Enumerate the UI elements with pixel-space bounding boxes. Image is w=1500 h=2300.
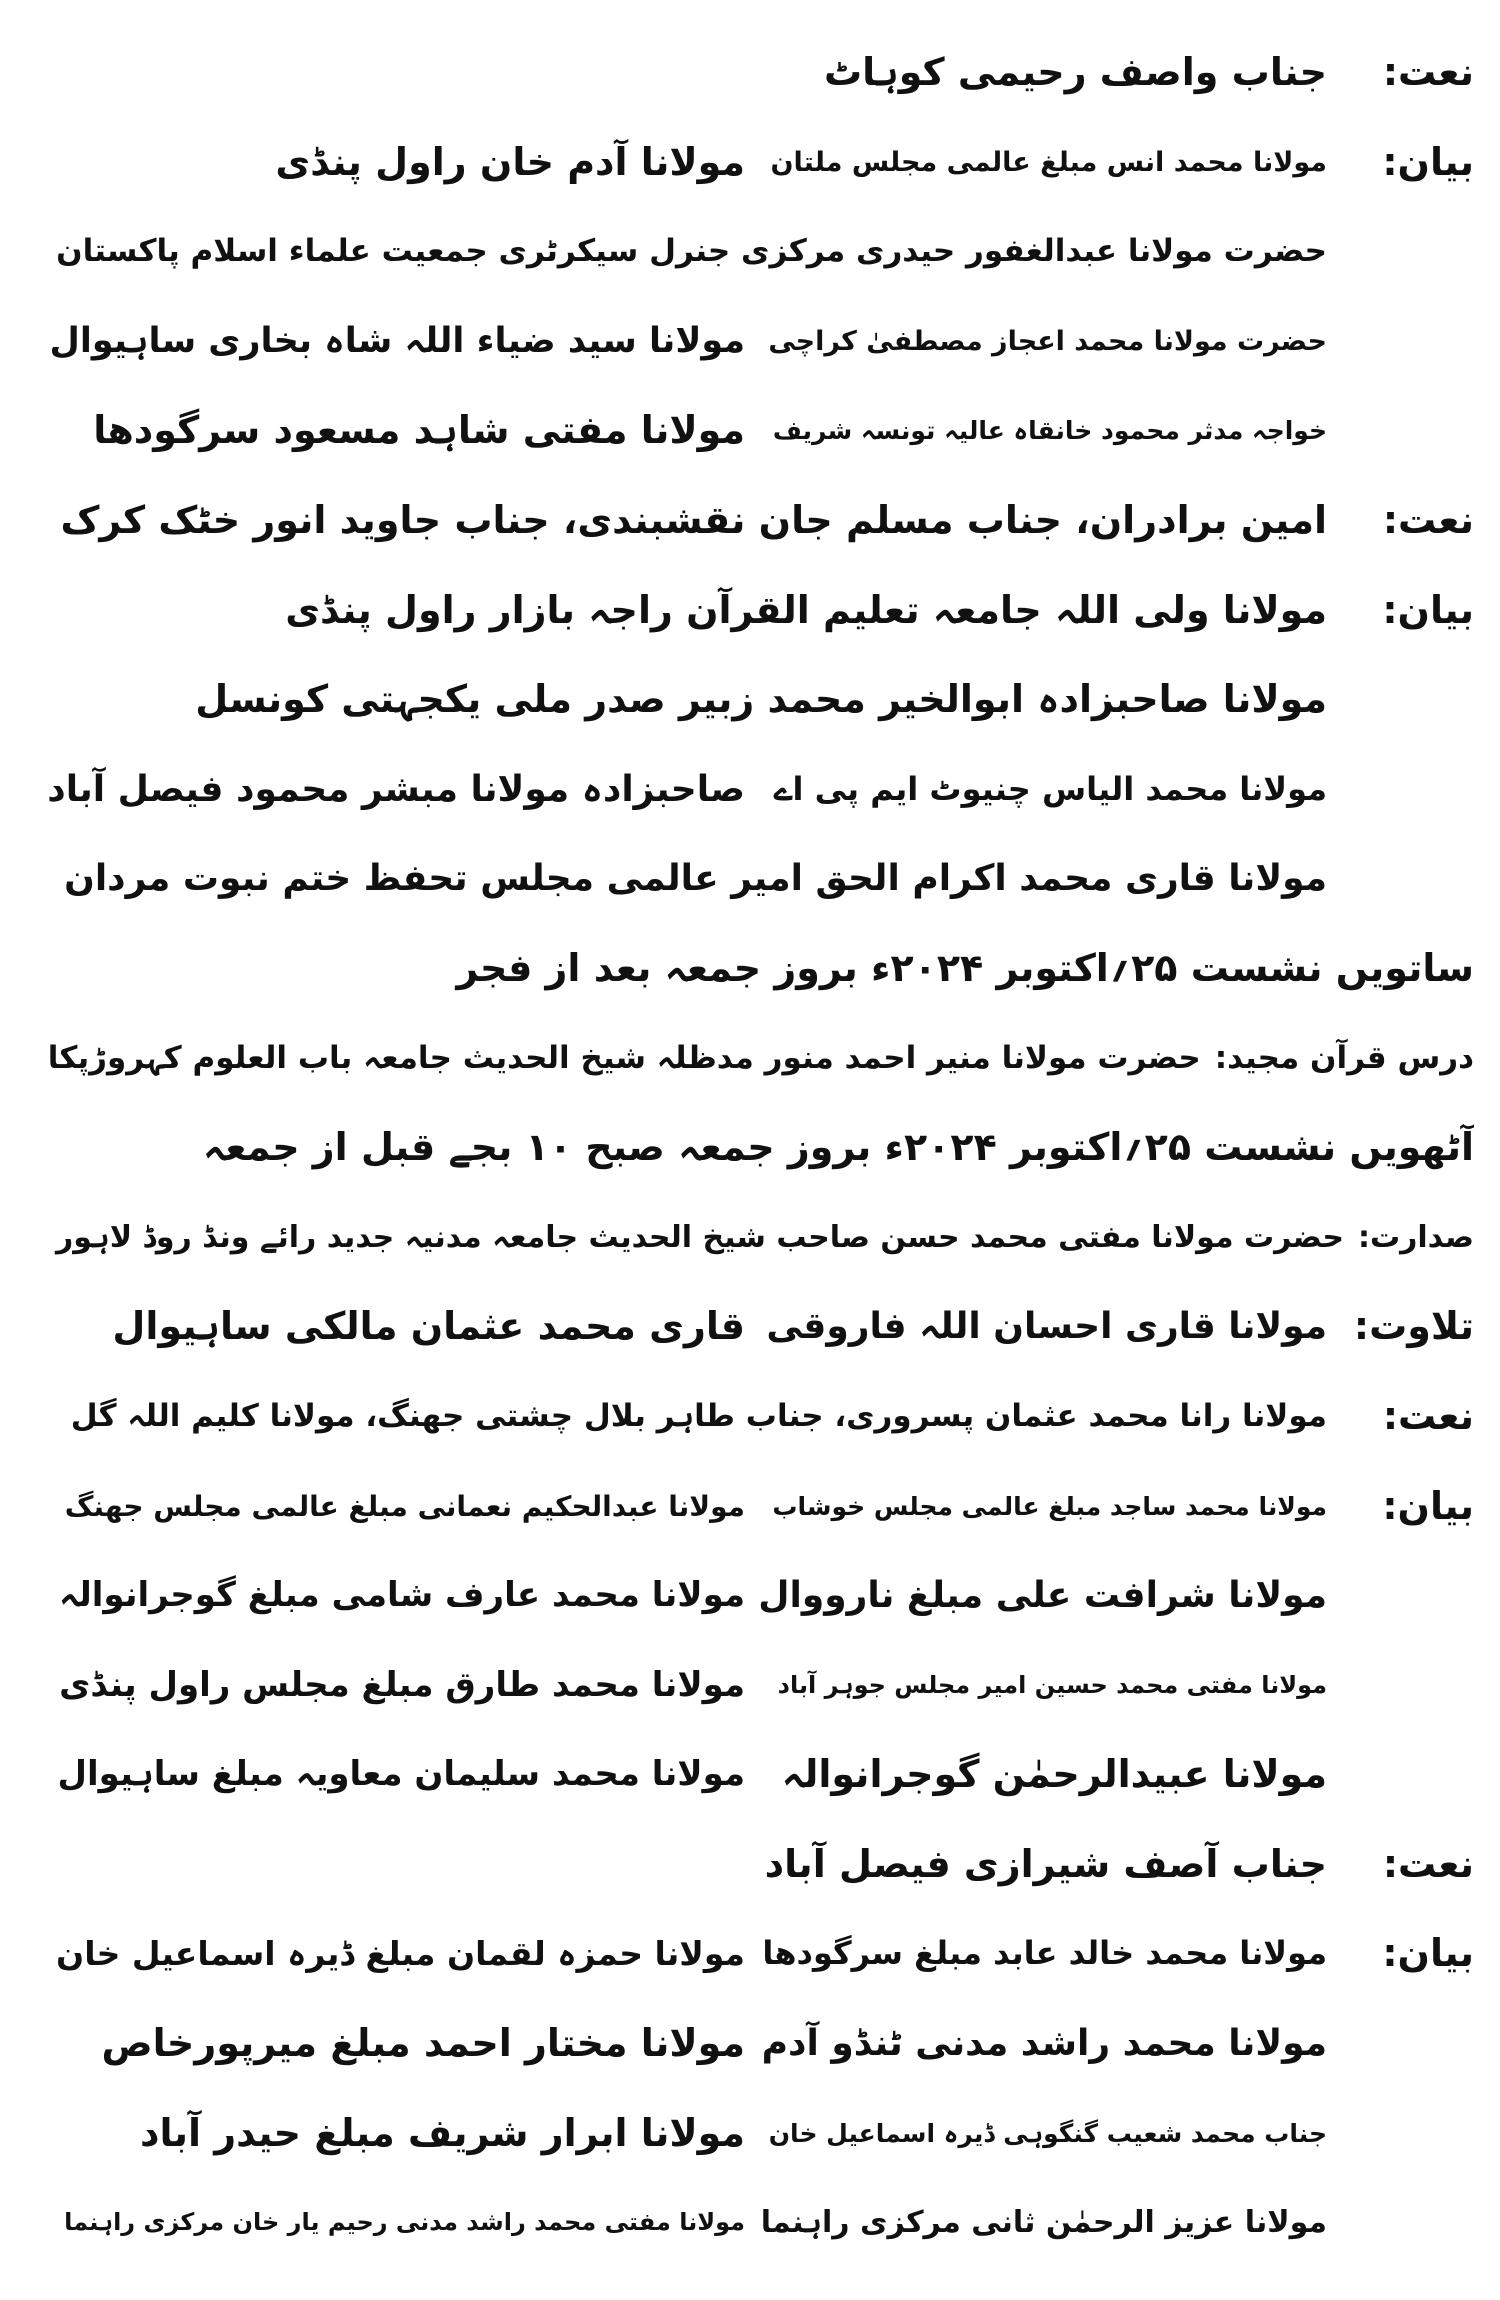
line-text-second: مولانا مختار احمد مبلغ میرپورخاص (101, 2021, 745, 2066)
line-text-first: جناب محمد شعیب گنگوہی ڈیرہ اسماعیل خان (768, 2118, 1327, 2148)
line-text: حضرت مولانا منیر احمد منور مدظلہ شیخ الحدیث جامعہ باب العلوم کہروڑپکا (47, 1039, 1201, 1076)
line-text: حضرت مولانا عبدالغفور حیدری مرکزی جنرل سیکرٹری جمعیت علماء اسلام پاکستان (56, 233, 1327, 270)
line-text: مولانا ولی اللہ جامعہ تعلیم القرآن راجہ بازار راول پنڈی (285, 587, 1327, 632)
line-text-second: قاری محمد عثمان مالکی ساہیوال (112, 1304, 745, 1349)
line-label: درس قرآن مجید: (1214, 1039, 1474, 1076)
session-heading (0, 1103, 1500, 1193)
program-line (0, 1820, 1500, 1910)
line-text-second: مولانا آدم خان راول پنڈی (275, 139, 745, 184)
program-line (0, 2178, 1500, 2268)
program-line (0, 118, 1500, 208)
line-text-first: خواجہ مدثر محمود خانقاہ عالیہ تونسہ شریف (772, 416, 1327, 446)
line-text: جناب آصف شیرازی فیصل آباد (764, 1841, 1327, 1886)
program-line (0, 1193, 1500, 1283)
program-line (0, 28, 1500, 118)
line-label: نعت: (1382, 50, 1474, 94)
line-text-first: مولانا محمد انس مبلغ عالمی مجلس ملتان (770, 146, 1327, 178)
line-label: تلاوت: (1353, 1304, 1474, 1349)
line-text: مولانا قاری محمد اکرام الحق امیر عالمی مجلس تحفظ ختم نبوت مردان (64, 858, 1327, 900)
line-text-first: مولانا محمد راشد مدنی ٹنڈو آدم (761, 2023, 1327, 2065)
line-text-first: مولانا محمد ساجد مبلغ عالمی مجلس خوشاب (772, 1491, 1327, 1521)
line-text-second: مولانا حمزہ لقمان مبلغ ڈیرہ اسماعیل خان (56, 1934, 745, 1974)
line-text-first: مولانا محمد الیاس چنیوٹ ایم پی اے (773, 769, 1327, 808)
line-text-first: مولانا عزیز الرحمٰن ثانی مرکزی راہنما (760, 2205, 1327, 2241)
line-text-with-label (40, 1014, 1474, 1104)
line-text-second: مولانا سید ضیاء اللہ شاہ بخاری ساہیوال (49, 320, 745, 361)
line-text-first: مولانا محمد خالد عابد مبلغ سرگودھا (762, 1934, 1327, 1973)
line-text-with-label (40, 1193, 1474, 1283)
program-line (0, 1462, 1500, 1552)
program-line (0, 207, 1500, 297)
line-text: حضرت مولانا مفتی محمد حسن صاحب شیخ الحدیث جامعہ مدنیہ جدید رائے ونڈ روڈ لاہور (56, 1219, 1344, 1255)
program-line (0, 1551, 1500, 1641)
program-line (0, 655, 1500, 745)
line-label: بیان: (1382, 1931, 1474, 1976)
program-line (0, 386, 1500, 476)
program-line (0, 1909, 1500, 1999)
line-text-second: مولانا محمد عارف شامی مبلغ گوجرانوالہ (59, 1575, 745, 1616)
line-text: امین برادران، جناب مسلم جان نقشبندی، جناب جاوید انور خٹک کرک (60, 497, 1327, 542)
program-line (0, 1641, 1500, 1731)
line-label: نعت: (1382, 1393, 1474, 1438)
line-text-first: مولانا قاری احسان اللہ فاروقی (766, 1306, 1327, 1348)
program-line (0, 1730, 1500, 1820)
program-line (0, 476, 1500, 566)
line-text-first: مولانا مفتی محمد حسین امیر مجلس جوہر آباد (777, 1670, 1327, 1699)
program-line (0, 1999, 1500, 2089)
line-text-second: مولانا مفتی شاہد مسعود سرگودھا (93, 408, 745, 453)
program-line (0, 745, 1500, 835)
line-label: صدارت: (1357, 1219, 1474, 1255)
program-line (0, 566, 1500, 656)
program-line (0, 1282, 1500, 1372)
line-text-second: مولانا عبدالحکیم نعمانی مبلغ عالمی مجلس جھنگ (64, 1489, 745, 1523)
line-text-first: مولانا شرافت علی مبلغ نارووال (758, 1575, 1327, 1617)
line-text-second: مولانا ابرار شریف مبلغ حیدر آباد (140, 2110, 745, 2155)
line-text-second: صاحبزادہ مولانا مبشر محمود فیصل آباد (47, 768, 745, 810)
program-line (0, 1372, 1500, 1462)
program-list (0, 28, 1500, 2268)
program-line (0, 297, 1500, 387)
line-label: بیان: (1382, 1483, 1474, 1528)
line-label: نعت: (1382, 1841, 1474, 1886)
line-text-second: مولانا محمد سلیمان معاویہ مبلغ ساہیوال (57, 1754, 745, 1795)
line-text-first: حضرت مولانا محمد اعجاز مصطفیٰ کراچی (768, 325, 1327, 357)
session-heading-text: ساتویں نشست ۲۵؍اکتوبر ۲۰۲۴ء بروز جمعہ بعد از فجر (456, 945, 1474, 990)
line-text: مولانا صاحبزادہ ابوالخیر محمد زبیر صدر ملی یکجہتی کونسل (195, 677, 1327, 722)
line-text-second: مولانا محمد طارق مبلغ مجلس راول پنڈی (59, 1664, 745, 1705)
program-line (0, 1014, 1500, 1104)
program-line (0, 834, 1500, 924)
line-text-first: مولانا عبیدالرحمٰن گوجرانوالہ (781, 1752, 1327, 1797)
line-text: جناب واصف رحیمی کوہاٹ (824, 50, 1327, 94)
line-label: بیان: (1382, 139, 1474, 184)
line-label: نعت: (1382, 497, 1474, 542)
line-label: بیان: (1382, 587, 1474, 632)
line-text-second: مولانا مفتی محمد راشد مدنی رحیم یار خان مرکزی راہنما (64, 2208, 745, 2237)
session-heading (0, 924, 1500, 1014)
session-heading-text: آٹھویں نشست ۲۵؍اکتوبر ۲۰۲۴ء بروز جمعہ صبح ۱۰ بجے قبل از جمعہ (203, 1125, 1474, 1170)
line-text: مولانا رانا محمد عثمان پسروری، جناب طاہر بلال چشتی جھنگ، مولانا کلیم اللہ گل (70, 1397, 1327, 1434)
program-line (0, 2089, 1500, 2179)
